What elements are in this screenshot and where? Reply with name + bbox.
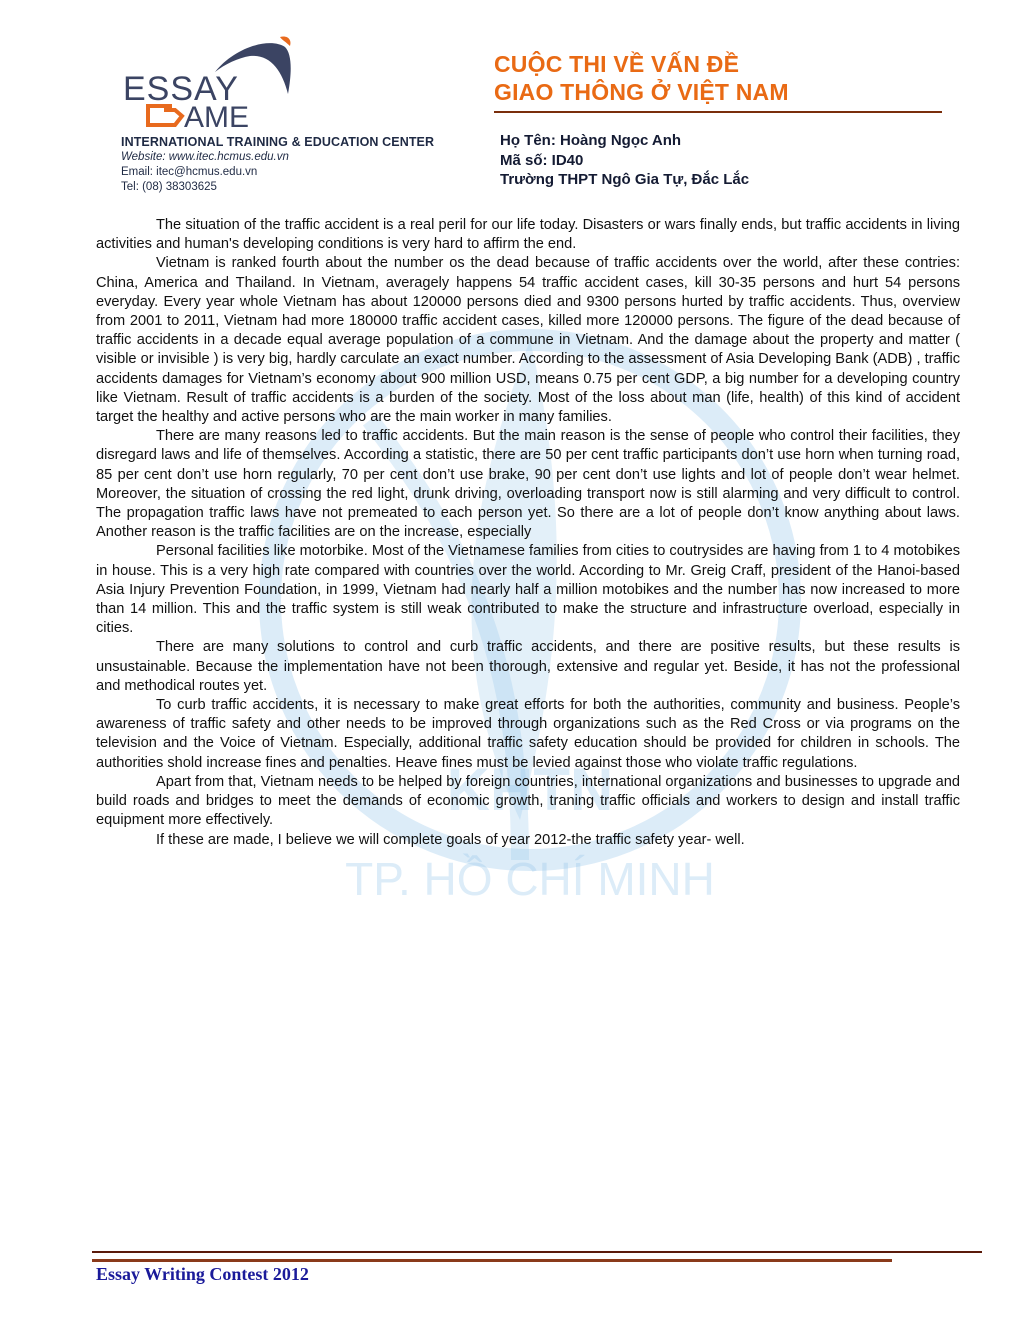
author-id: Mã số: ID40 bbox=[500, 151, 584, 169]
watermark-text-bottom: TP. HỒ CHÍ MINH bbox=[345, 853, 715, 905]
footer-divider-top bbox=[92, 1251, 982, 1253]
organization-name: INTERNATIONAL TRAINING & EDUCATION CENTER bbox=[121, 135, 435, 149]
organization-tel: Tel: (08) 38303625 bbox=[121, 181, 217, 193]
logo-accent-icon bbox=[280, 37, 291, 46]
essay-paragraph: There are many reasons led to traffic accidents. But the main reason is the sense of people who control their facilities, they disregard laws and life of themselves. According a statistic, there are 50 per cent traffic participants don’t use horn when turning road, 85 per cent don’t use horn regularly, 70 per cent don’t use brake, 90 per cent don’t use lights and lot of people don’t wear helmet. Moreover, the situation of crossing the red light, drunk driving, overloading transport now is still alarming and very difficult to control. The propagation traffic laws have not premeated to each person yet. So there are a lot of people don’t know anything about laws. Another reason is the traffic facilities are on the increase, especially bbox=[96, 428, 960, 541]
watermark-text-top: KHTN bbox=[446, 756, 614, 823]
essay-paragraph: Apart from that, Vietnam needs to be helped by foreign countries, international organizations and businesses to upgrade and build roads and bridges to meet the demands of economic growth, traning traffic officials and workers to design and install traffic equipment more effectively. bbox=[96, 773, 960, 829]
logo-text-ame: AME bbox=[184, 101, 250, 132]
essay-paragraph: Personal facilities like motorbike. Most of the Vietnamese families from cities to coutrysides are having from 1 to 4 motobikes in house. This is a very high rate compared with countries over the world. According to Mr. Greig Craff, president of the Hanoi-based Asia Injury Prevention Foundation, in 1999, Vietnam had nearly half a million motobikes and the number has now increased to more than 14 million. This and the traffic system is still weak contributed to make the structure and infrastructure overload, especially in cities. bbox=[96, 543, 960, 637]
essay-paragraph: To curb traffic accidents, it is necessary to make great efforts for both the authorities, community and business. People’s awareness of traffic safety and other needs to be improved through organizations such as the Red Cross or via programs on the television and the Voice of Vietnam. Especially, additional traffic safety education should be provided for children in schools. The authorities shold increase fines and penalties. Heave fines must be levied against those who violate traffic regulations. bbox=[96, 697, 960, 771]
contest-title-line-1: CUỘC THI VỀ VẤN ĐỀ bbox=[494, 51, 740, 77]
organization-info bbox=[121, 135, 481, 195]
essay-paragraph: The situation of the traffic accident is a real peril for our life today. Disasters or wars finally ends, but traffic accidents in living activities and human's developing conditions is very hard to affirm the end. bbox=[96, 217, 960, 253]
contest-title bbox=[494, 50, 954, 106]
essay-paragraph: Vietnam is ranked fourth about the number os the dead because of traffic accidents over the world, after these contries: China, America and Thailand. In Vietnam, averagely happens 54 traffic accident cases, kill 30-35 persons and hurt 54 persons everyday. Every year whole Vietnam has about 120000 persons died and 9300 persons hurted by traffic accidents. Thus, overview from 2001 to 2011, Vietnam had more 180000 traffic accident cases, killed more 120000 persons. The figure of the dead because of traffic accidents in a decade equal average population of a commune in Vietnam. And the damage about the property and matter ( visible or invisible ) is very big, hardly carculate an exact number. According to the assessment of Asia Developing Bank (ADB) , traffic accidents damages for Vietnam’s economy about 900 million USD, means 0.75 per cent GDP, a big number for a developing country like Vietnam. Result of traffic accidents is a burden of the society. Most of the loss about man (life, health) of this kind of accident target the healthy and active persons who are the main worker in many families. bbox=[96, 255, 960, 426]
logo-text-essay: ESSAY bbox=[123, 70, 239, 108]
organization-email: Email: itec@hcmus.edu.vn bbox=[121, 166, 258, 178]
logo-g-arrow-icon bbox=[148, 106, 182, 125]
contest-title-line-2: GIAO THÔNG Ở VIỆT NAM bbox=[494, 79, 789, 105]
essay-body bbox=[96, 216, 960, 850]
organization-website: Website: www.itec.hcmus.edu.vn bbox=[121, 151, 289, 163]
footer-divider-bottom bbox=[92, 1259, 892, 1262]
author-school: Trường THPT Ngô Gia Tự, Đắc Lắc bbox=[500, 171, 750, 188]
essay-game-logo bbox=[120, 32, 310, 132]
essay-paragraph: There are many solutions to control and curb traffic accidents, and there are positive results, but these results is unsustainable. Because the implementation have not been thorough, extensive and regular yet. Beside, it has not the professional and methodical routes yet. bbox=[96, 639, 960, 694]
essay-paragraph: If these are made, I believe we will complete goals of year 2012-the traffic safety year- well. bbox=[156, 831, 745, 848]
author-name: Họ Tên: Hoàng Ngọc Anh bbox=[500, 132, 682, 149]
author-info bbox=[500, 131, 940, 190]
title-divider bbox=[494, 111, 942, 113]
footer-contest-label: Essay Writing Contest 2012 bbox=[96, 1264, 309, 1284]
